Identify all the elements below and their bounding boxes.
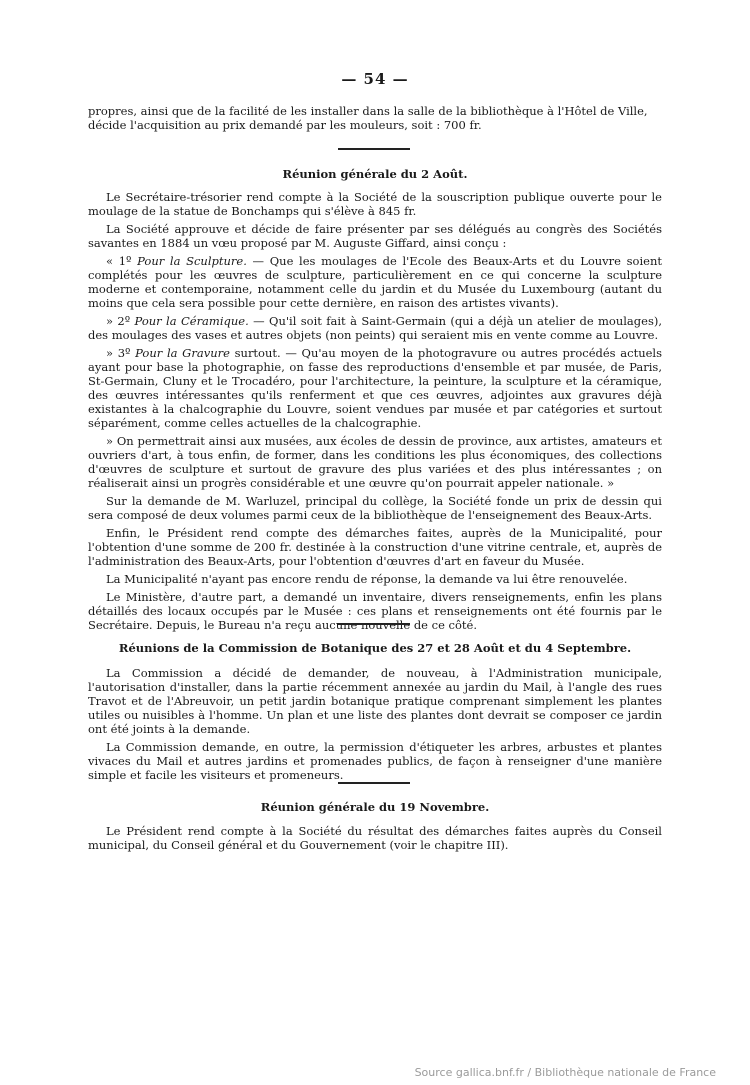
item-number: » 3º (106, 346, 136, 360)
item-text: surtout. — Qu'au moyen de la photogravure ou autres procédés actuels ayant pour base la photographie, on fasse des reproductions d'ensemble et par musée, de Paris, St-Germain, Cluny et le Trocadéro, pour l'architecture, la peinture, la sculpture et la céramique, des œuvres intéressantes qu'ils renferment et que ces œuvres, adjointes aux gravures déjà existantes à la chalcographie du Louvre, soient vendues par musée et par catégories et surtout séparément, comme celles actuelles de la chalcographie. (88, 346, 662, 430)
item-number: « 1º (106, 254, 138, 268)
paragraph: Le Président rend compte à la Société du résultat des démarches faites auprès du Conseil municipal, du Conseil général et du Gouvernement (voir le chapitre III). (88, 824, 662, 852)
item-number: » 2º (106, 314, 135, 328)
item-title: Pour la Céramique. (134, 314, 249, 328)
paragraph: La Commission demande, en outre, la permission d'étiqueter les arbres, arbustes et plantes vivaces du Mail et autres jardins et promenades publics, de façon à renseigner d'une manière simple et facile les visiteurs et promeneurs. (88, 740, 662, 782)
section-heading-19-novembre: Réunion générale du 19 Novembre. (260, 800, 490, 814)
paragraph-gravure (88, 346, 662, 430)
paragraph: Enfin, le Président rend compte des démarches faites, auprès de la Municipalité, pour l'obtention d'une somme de 200 fr. destinée à la construction d'une vitrine centrale, et, auprès de l'administration des Beaux-Arts, pour l'obtention d'œuvres d'art en faveur du Musée. (88, 526, 662, 568)
item-text: — Qu'il soit fait à Saint-Germain (qui a déjà un atelier de moulages), des moulages des vases et autres objets (non peints) qui seraient mis en vente comme au Louvre. (88, 314, 662, 342)
intro-line-1: propres, ainsi que de la facilité de les installer dans la salle de la bibliothèque à l'Hôtel de Ville, (88, 104, 648, 118)
paragraph-ceramique (88, 314, 662, 342)
page-number: — 54 — (341, 70, 409, 88)
section-divider (338, 148, 410, 150)
paragraph: Sur la demande de M. Warluzel, principal du collège, la Société fonde un prix de dessin qui sera composé de deux volumes parmi ceux de la bibliothèque de l'enseignement des Beaux-Arts. (88, 494, 662, 522)
source-footer: Source gallica.bnf.fr / Bibliothèque nationale de France (414, 1066, 716, 1079)
intro-line-2: décide l'acquisition au prix demandé par les mouleurs, soit : 700 fr. (88, 118, 482, 132)
paragraph: La Municipalité n'ayant pas encore rendu de réponse, la demande va lui être renouvelée. (106, 572, 628, 586)
section-divider (338, 623, 410, 625)
paragraph: Le Secrétaire-trésorier rend compte à la Société de la souscription publique ouverte pour le moulage de la statue de Bonchamps qui s'élève à 845 fr. (88, 190, 662, 218)
item-title: Pour la Gravure (135, 346, 230, 360)
intro-paragraph (88, 104, 662, 132)
item-text: — Que les moulages de l'Ecole des Beaux-Arts et du Louvre soient complétés pour les œuvres de sculpture, particulièrement en ce qui concerne la sculpture moderne et contemporaine, notamment celle du jardin et du Musée du Luxembourg (autant du moins que cela sera possible pour cette dernière, en raison des artistes vivants). (88, 254, 662, 310)
section-divider (338, 782, 410, 784)
section-heading-botanique: Réunions de la Commission de Botanique des 27 et 28 Août et du 4 Septembre. (118, 641, 632, 655)
paragraph: La Commission a décidé de demander, de nouveau, à l'Administration municipale, l'autorisation d'installer, dans la partie récemment annexée au jardin du Mail, à l'angle des rues Travot et de l'Abreuvoir, un petit jardin botanique pratique comprenant simplement les plantes utiles ou nuisibles à l'homme. Un plan et une liste des plantes dont devrait se composer ce jardin ont été joints à la demande. (88, 666, 662, 736)
paragraph: La Société approuve et décide de faire présenter par ses délégués au congrès des Sociétés savantes en 1884 un vœu proposé par M. Auguste Giffard, ainsi conçu : (88, 222, 662, 250)
section-body-19-novembre (88, 824, 662, 852)
section-body-botanique (88, 666, 662, 782)
section-heading-2-aout: Réunion générale du 2 Août. (282, 167, 468, 181)
paragraph-sculpture (88, 254, 662, 310)
paragraph: Le Ministère, d'autre part, a demandé un inventaire, divers renseignements, enfin les plans détaillés des locaux occupés par le Musée : ces plans et renseignements ont été fournis par le Secrétaire. Depuis, le Bureau n'a reçu aucune nouvelle de ce côté. (88, 590, 662, 632)
section-body-2-aout (88, 190, 662, 632)
item-title: Pour la Sculpture. (137, 254, 247, 268)
paragraph: » On permettrait ainsi aux musées, aux écoles de dessin de province, aux artistes, amateurs et ouvriers d'art, à tous enfin, de former, dans les conditions les plus économiques, des collections d'œuvres de sculpture et surtout de gravure des plus variées et des plus intéressantes ; on réaliserait ainsi un progrès considérable et une œuvre qu'on pourrait appeler nationale. » (88, 434, 662, 490)
